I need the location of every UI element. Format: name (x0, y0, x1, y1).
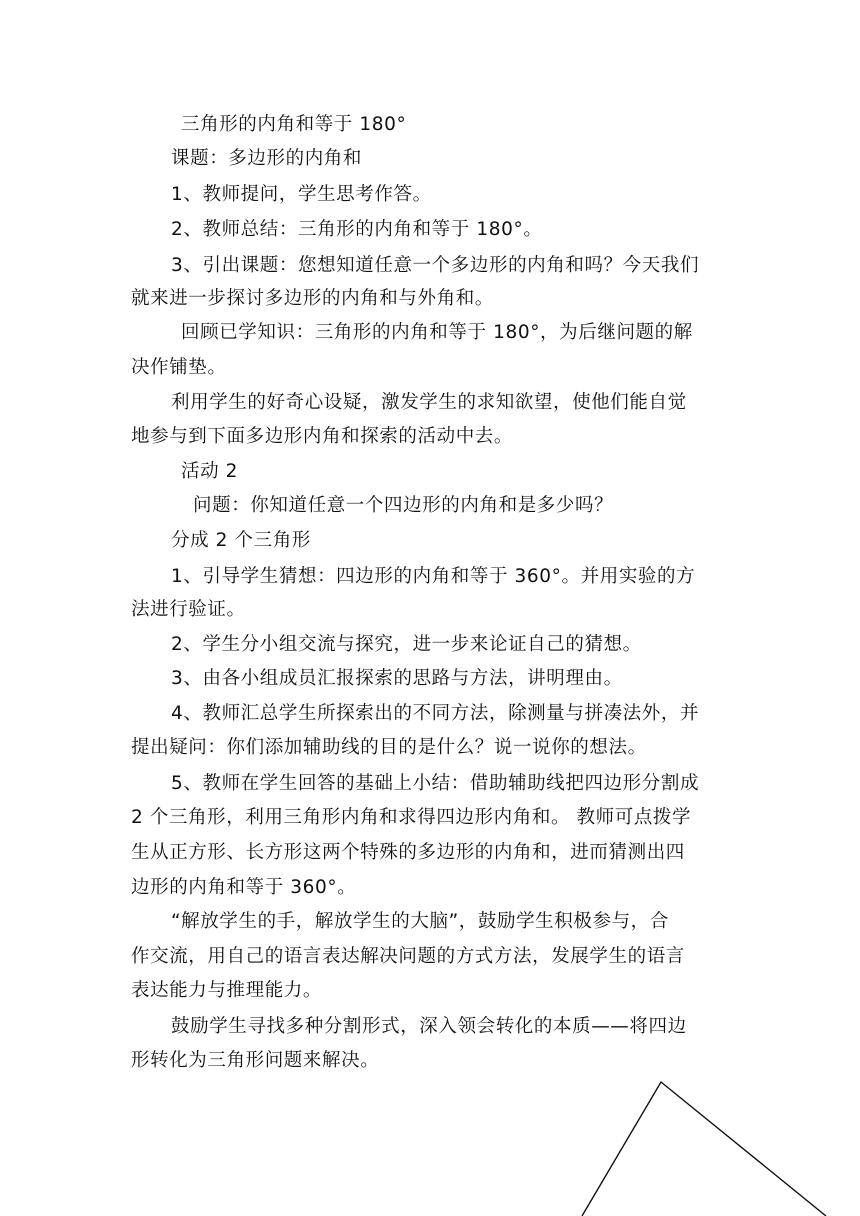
text-line: 鼓励学生寻找多种分割形式，深入领会转化的本质——将四边 (171, 1016, 687, 1037)
text-line: 2、教师总结：三角形的内角和等于 180°。 (171, 219, 543, 240)
text-line: 生从正方形、长方形这两个特殊的多边形的内角和，进而猜测出四 (131, 842, 685, 863)
text-line: 1、教师提问，学生思考作答。 (171, 184, 432, 205)
text-line: 5、教师在学生回答的基础上小结：借助辅助线把四边形分割成 (171, 773, 700, 794)
text-line: 三角形的内角和等于 180° (181, 114, 407, 135)
text-line: 决作铺垫。 (131, 357, 227, 378)
text-line: 法进行验证。 (131, 599, 246, 620)
text-line: 回顾已学知识：三角形的内角和等于 180°，为后继问题的解 (181, 322, 693, 343)
quadrilateral-diagram (560, 1070, 860, 1216)
text-line: 地参与到下面多边形内角和探索的活动中去。 (131, 426, 514, 447)
text-line: 分成 2 个三角形 (171, 530, 311, 551)
text-line: 3、由各小组成员汇报探索的思路与方法，讲明理由。 (171, 668, 623, 689)
quadrilateral-outline (582, 1082, 826, 1216)
text-line: 提出疑问：你们添加辅助线的目的是什么？说一说你的想法。 (131, 737, 647, 758)
text-line: 问题：你知道任意一个四边形的内角和是多少吗？ (193, 495, 614, 516)
text-line: 课题：多边形的内角和 (171, 148, 363, 169)
text-line: 活动 2 (181, 461, 239, 482)
text-line: 形转化为三角形问题来解决。 (131, 1050, 380, 1071)
text-line: 3、引出课题：您想知道任意一个多边形的内角和吗？今天我们 (171, 255, 700, 276)
text-line: 4、教师汇总学生所探索出的不同方法，除测量与拼凑法外，并 (171, 703, 700, 724)
text-line: 边形的内角和等于 360°。 (131, 877, 357, 898)
text-line: 就来进一步探讨多边形的内角和与外角和。 (131, 288, 494, 309)
text-line: “解放学生的手，解放学生的大脑”，鼓励学生积极参与，合 (171, 911, 669, 932)
text-line: 1、引导学生猜想：四边形的内角和等于 360°。并用实验的方 (171, 566, 696, 587)
text-line: 2 个三角形，利用三角形内角和求得四边形内角和。 教师可点拨学 (131, 807, 692, 828)
text-line: 利用学生的好奇心设疑，激发学生的求知欲望，使他们能自觉 (171, 392, 687, 413)
text-line: 2、学生分小组交流与探究，进一步来论证自己的猜想。 (171, 634, 642, 655)
text-line: 作交流，用自己的语言表达解决问题的方式方法，发展学生的语言 (131, 946, 685, 967)
text-line: 表达能力与推理能力。 (131, 980, 323, 1001)
